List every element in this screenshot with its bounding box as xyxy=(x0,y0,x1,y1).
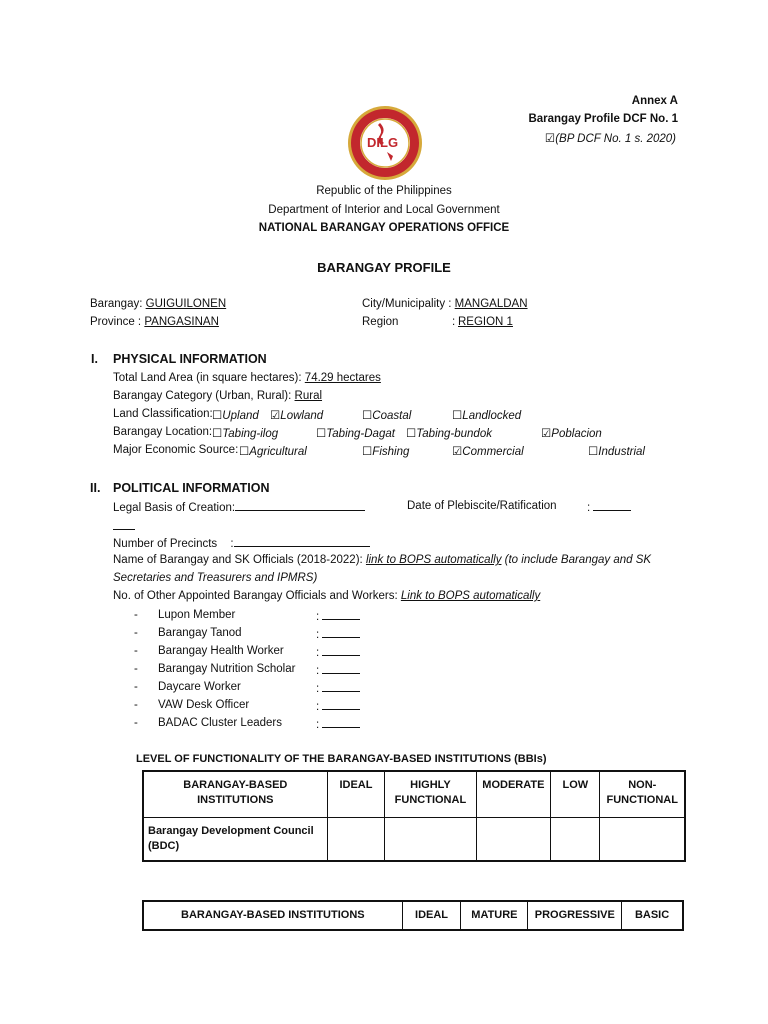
worker-blank[interactable] xyxy=(322,717,360,728)
classification-option[interactable]: ☑Lowland xyxy=(270,410,324,422)
city-label: City/Municipality : xyxy=(362,298,452,310)
city-value: MANGALDAN xyxy=(454,298,528,310)
department-line: Department of Interior and Local Government xyxy=(268,204,500,216)
physical-heading: PHYSICAL INFORMATION xyxy=(113,352,267,366)
worker-label: Barangay Nutrition Scholar xyxy=(158,663,296,675)
table-cell[interactable] xyxy=(600,817,685,861)
province-field xyxy=(90,316,230,328)
classification-option[interactable]: ☐Coastal xyxy=(362,410,412,422)
economic-option[interactable]: ☐Industrial xyxy=(588,446,645,458)
table-cell[interactable] xyxy=(327,817,385,861)
classification-option[interactable]: ☐Upland xyxy=(212,410,259,422)
worker-label: Lupon Member xyxy=(158,609,236,621)
table-header-cell: BASIC xyxy=(622,901,683,930)
worker-colon: : xyxy=(316,647,320,659)
worker-colon: : xyxy=(316,629,320,641)
legal-basis-label: Legal Basis of Creation: xyxy=(113,502,236,514)
table-header-cell: MATURE xyxy=(461,901,528,930)
table-header-cell: LOW xyxy=(551,771,600,817)
table-header-cell: IDEAL xyxy=(327,771,385,817)
plebiscite-continuation xyxy=(113,519,135,533)
table-cell: Barangay Development Council (BDC) xyxy=(143,817,327,861)
worker-dash: - xyxy=(134,699,138,711)
location-option[interactable]: ☑Poblacion xyxy=(541,428,602,440)
republic-line: Republic of the Philippines xyxy=(316,185,452,197)
officials-row xyxy=(113,554,676,566)
table-cell[interactable] xyxy=(476,817,551,861)
worker-blank[interactable] xyxy=(322,699,360,710)
table-header-cell: BARANGAY-BASED INSTITUTIONS xyxy=(143,901,402,930)
bbi-maturity-table xyxy=(142,900,684,931)
worker-dash: - xyxy=(134,663,138,675)
appointed-label: No. of Other Appointed Barangay Officials and Workers: xyxy=(113,590,398,602)
region-colon: : xyxy=(452,316,456,328)
dilg-seal-logo xyxy=(347,105,423,181)
location-option[interactable]: ☐Tabing-Dagat xyxy=(316,428,395,440)
economic-option[interactable]: ☐Fishing xyxy=(362,446,410,458)
worker-dash: - xyxy=(134,627,138,639)
plebiscite-label: Date of Plebiscite/Ratification xyxy=(407,500,557,512)
legal-basis-row xyxy=(113,500,365,514)
section-numeral-1: I. xyxy=(91,352,98,366)
table-header-cell: PROGRESSIVE xyxy=(528,901,622,930)
annex-label: Annex A xyxy=(631,95,678,107)
worker-label: VAW Desk Officer xyxy=(158,699,250,711)
plebiscite-colon: : xyxy=(587,502,591,514)
worker-label: Barangay Tanod xyxy=(158,627,242,639)
table-header-cell: BARANGAY-BASED INSTITUTIONS xyxy=(143,771,327,817)
worker-blank[interactable] xyxy=(322,681,360,692)
province-value: PANGASINAN xyxy=(144,316,219,328)
political-heading: POLITICAL INFORMATION xyxy=(113,481,270,495)
economic-option[interactable]: ☐Agricultural xyxy=(239,446,307,458)
table-cell[interactable] xyxy=(385,817,476,861)
appointed-link[interactable]: Link to BOPS automatically xyxy=(400,590,541,602)
bbi-functionality-table xyxy=(142,770,686,862)
worker-dash: - xyxy=(134,681,138,693)
table-header-cell: MODERATE xyxy=(476,771,551,817)
worker-dash: - xyxy=(134,645,138,657)
table-header-cell: IDEAL xyxy=(402,901,461,930)
worker-blank[interactable] xyxy=(322,663,360,674)
location-option[interactable]: ☐Tabing-ilog xyxy=(212,428,279,440)
province-label: Province : xyxy=(90,316,142,328)
land-area-row xyxy=(113,372,381,384)
classification-label: Land Classification: xyxy=(113,408,213,420)
region-value: REGION 1 xyxy=(458,316,513,328)
barangay-field xyxy=(90,298,230,310)
location-option[interactable]: ☐Tabing-bundok xyxy=(406,428,492,440)
economic-option[interactable]: ☑Commercial xyxy=(452,446,524,458)
logo-text: DILG xyxy=(367,135,399,150)
page-title: BARANGAY PROFILE xyxy=(317,260,451,275)
functionality-heading: LEVEL OF FUNCTIONALITY OF THE BARANGAY-BASED INSTITUTIONS (BBIs) xyxy=(136,753,547,765)
officials-link[interactable]: link to BOPS automatically xyxy=(365,554,502,566)
table-header-row xyxy=(143,771,685,817)
precincts-label: Number of Precincts xyxy=(113,538,218,550)
land-area-value: 74.29 hectares xyxy=(304,372,381,384)
precincts-blank[interactable] xyxy=(234,536,370,547)
precincts-row xyxy=(113,536,370,550)
worker-dash: - xyxy=(134,609,138,621)
plebiscite-blank-cont[interactable] xyxy=(113,519,135,530)
officials-label: Name of Barangay and SK Officials (2018-2022): xyxy=(113,554,363,566)
worker-label: BADAC Cluster Leaders xyxy=(158,717,282,729)
barangay-value: GUIGUILONEN xyxy=(145,298,227,310)
precincts-colon: : xyxy=(230,538,234,550)
plebiscite-row xyxy=(587,500,631,514)
worker-dash: - xyxy=(134,717,138,729)
worker-blank[interactable] xyxy=(322,645,360,656)
office-line: NATIONAL BARANGAY OPERATIONS OFFICE xyxy=(258,222,510,234)
worker-label: Daycare Worker xyxy=(158,681,241,693)
table-header-cell: NON-FUNCTIONAL xyxy=(600,771,685,817)
table-cell[interactable] xyxy=(551,817,600,861)
region-label: Region xyxy=(362,316,399,328)
category-value: Rural xyxy=(294,390,323,402)
worker-colon: : xyxy=(316,701,320,713)
land-area-label: Total Land Area (in square hectares): xyxy=(113,372,302,384)
table-header-cell: HIGHLY FUNCTIONAL xyxy=(385,771,476,817)
worker-blank[interactable] xyxy=(322,609,360,620)
barangay-label: Barangay: xyxy=(90,298,143,310)
plebiscite-blank[interactable] xyxy=(593,500,631,511)
category-label: Barangay Category (Urban, Rural): xyxy=(113,390,292,402)
worker-colon: : xyxy=(316,719,320,731)
table-header-row xyxy=(143,901,683,930)
legal-basis-blank[interactable] xyxy=(235,500,365,511)
table-row xyxy=(143,817,685,861)
classification-option[interactable]: ☐Landlocked xyxy=(452,410,522,422)
worker-label: Barangay Health Worker xyxy=(158,645,284,657)
form-reference: ☑(BP DCF No. 1 s. 2020) xyxy=(544,133,676,145)
city-field xyxy=(362,298,528,310)
location-label: Barangay Location: xyxy=(113,426,213,438)
category-row xyxy=(113,390,322,402)
worker-blank[interactable] xyxy=(322,627,360,638)
worker-colon: : xyxy=(316,683,320,695)
appointed-row xyxy=(113,590,540,602)
worker-colon: : xyxy=(316,665,320,677)
officials-note: (to include Barangay and SK xyxy=(504,554,652,566)
economic-label: Major Economic Source: xyxy=(113,444,239,456)
worker-colon: : xyxy=(316,611,320,623)
officials-note-cont: Secretaries and Treasurers and IPMRS) xyxy=(113,572,318,584)
form-name: Barangay Profile DCF No. 1 xyxy=(528,113,678,125)
section-numeral-2: II. xyxy=(90,481,101,495)
region-field xyxy=(362,316,513,328)
